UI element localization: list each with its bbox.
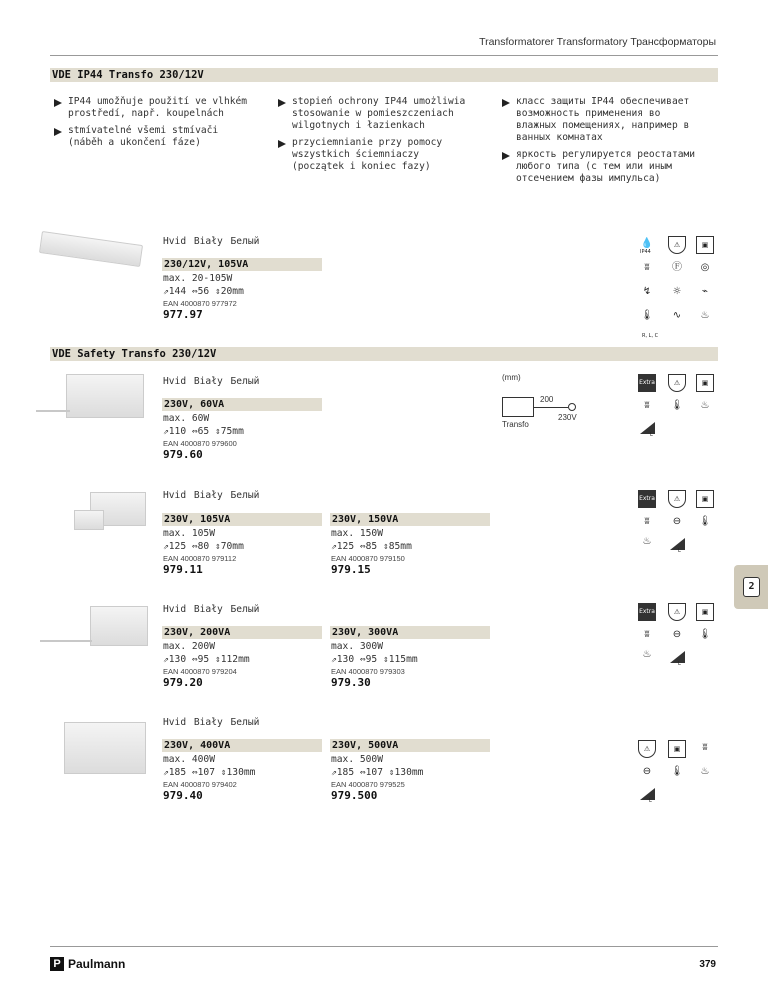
article-number: 979.60 bbox=[163, 448, 203, 461]
fuse-icon: ⊖ bbox=[642, 766, 652, 777]
max-watt: max. 400W bbox=[163, 754, 215, 765]
double-insulation-icon: ▣ bbox=[696, 236, 714, 254]
diagram-length: 200 bbox=[540, 395, 554, 404]
icon-grid bbox=[638, 374, 718, 438]
bullets-pl bbox=[276, 96, 476, 178]
header-divider bbox=[50, 55, 718, 56]
ean-code: EAN 4000870 979402 bbox=[163, 780, 237, 789]
footer-divider bbox=[50, 946, 718, 947]
product-image-ip44 bbox=[39, 231, 143, 267]
fuse-icon: ⊖ bbox=[672, 629, 682, 640]
article-number: 979.15 bbox=[331, 563, 371, 576]
transfo-diagram-box bbox=[502, 397, 534, 417]
dimensions: ⇗110 ⇔65 ⇕75mm bbox=[163, 426, 244, 437]
color-names: Hvid Biały Белый bbox=[163, 236, 260, 247]
bullet: przyciemnianie przy pomocy wszystkich ściemniaczy (początek i koniec fazy) bbox=[276, 137, 476, 173]
section-title: VDE Safety Transfo 230/12V bbox=[52, 348, 217, 360]
product-name-bar bbox=[330, 739, 490, 752]
dimming-ramp-icon bbox=[638, 784, 656, 802]
thermal-protection-icon: ʬ bbox=[644, 629, 650, 640]
dimmer-icon: ☼ bbox=[672, 286, 682, 297]
ean-code: EAN 4000870 979112 bbox=[163, 554, 237, 563]
thermal-protection-icon: ʬ bbox=[702, 742, 708, 753]
protection-class-icon: ⚠ bbox=[668, 236, 686, 254]
fire-protection-icon: ♨ bbox=[642, 536, 652, 547]
l-label: L bbox=[678, 548, 681, 554]
dimensions: ⇗185 ⇔107 ⇕130mm bbox=[163, 767, 256, 778]
color-names: Hvid Biały Белый bbox=[163, 490, 260, 501]
max-watt: max. 150W bbox=[331, 528, 383, 539]
product-name: 230V, 200VA bbox=[164, 627, 231, 638]
article-number: 979.30 bbox=[331, 676, 371, 689]
extra-icon: Extra bbox=[638, 490, 656, 508]
icon-grid bbox=[638, 603, 718, 667]
dimming-ramp-icon bbox=[668, 647, 686, 665]
dimensions: ⇗130 ⇔95 ⇕112mm bbox=[163, 654, 250, 665]
ean-code: EAN 4000870 979150 bbox=[331, 554, 405, 563]
electronic-icon: ⌁ bbox=[701, 286, 709, 297]
cable bbox=[36, 410, 70, 412]
dimensions: ⇗144 ⇔56 ⇕20mm bbox=[163, 286, 244, 297]
fire-protection-icon: ♨ bbox=[700, 766, 710, 777]
product-name-bar bbox=[162, 398, 322, 411]
product-name-bar bbox=[162, 513, 322, 526]
section-band-ip44 bbox=[50, 68, 718, 82]
ean-code: EAN 4000870 979525 bbox=[331, 780, 405, 789]
product-image bbox=[64, 722, 146, 774]
article-number: 979.11 bbox=[163, 563, 203, 576]
article-number: 979.20 bbox=[163, 676, 203, 689]
dimensions: ⇗185 ⇔107 ⇕130mm bbox=[331, 767, 424, 778]
fuse-icon: ⊖ bbox=[672, 516, 682, 527]
double-insulation-icon: ▣ bbox=[696, 603, 714, 621]
article-number: 979.500 bbox=[331, 789, 378, 802]
double-insulation-icon: ▣ bbox=[668, 740, 686, 758]
protection-class-icon: ⚠ bbox=[668, 490, 686, 508]
thermometer-icon: 🌡 bbox=[640, 310, 654, 321]
product-name: 230V, 300VA bbox=[332, 627, 399, 638]
color-names: Hvid Biały Белый bbox=[163, 717, 260, 728]
rlc-label: R, L, C bbox=[642, 333, 659, 339]
double-insulation-icon: ▣ bbox=[696, 374, 714, 392]
ean-code: EAN 4000870 977972 bbox=[163, 299, 237, 308]
product-name: 230V, 500VA bbox=[332, 740, 399, 751]
l-label: L bbox=[649, 798, 652, 804]
article-number: 977.97 bbox=[163, 308, 203, 321]
product-image bbox=[90, 606, 148, 646]
cable bbox=[40, 640, 92, 642]
chapter-tab[interactable] bbox=[734, 565, 768, 609]
icon-grid-ip44 bbox=[638, 236, 718, 340]
radio-interference-icon: ◎ bbox=[700, 262, 710, 273]
l-label: L bbox=[650, 432, 653, 438]
thermometer-icon: 🌡 bbox=[698, 629, 712, 640]
extra-icon: Extra bbox=[638, 603, 656, 621]
product-name-bar bbox=[162, 626, 322, 639]
section-band-safety bbox=[50, 347, 718, 361]
bullet: stmívatelné všemi stmívači (náběh a ukončení fáze) bbox=[52, 125, 252, 149]
max-watt: max. 20-105W bbox=[163, 273, 233, 284]
protection-class-icon: ⚠ bbox=[668, 603, 686, 621]
diagram-unit: (mm) bbox=[502, 373, 521, 382]
bullet: класс защиты IP44 обеспечивает возможность применения во влажных помещениях, например в ванных комнатах bbox=[500, 96, 700, 144]
thermal-protection-icon: ʬ bbox=[644, 262, 650, 273]
bullets-ru bbox=[500, 96, 700, 190]
max-watt: max. 500W bbox=[331, 754, 383, 765]
water-drop-icon: 💧 bbox=[640, 238, 654, 249]
page-number: 379 bbox=[699, 959, 716, 970]
product-name-bar bbox=[162, 739, 322, 752]
ean-code: EAN 4000870 979600 bbox=[163, 439, 237, 448]
section-title: VDE IP44 Transfo 230/12V bbox=[52, 69, 204, 81]
article-number: 979.40 bbox=[163, 789, 203, 802]
product-name: 230V, 400VA bbox=[164, 740, 231, 751]
brand-name: Paulmann bbox=[68, 957, 126, 971]
dimming-ramp-icon bbox=[638, 418, 656, 436]
product-name: 230V, 150VA bbox=[332, 514, 399, 525]
bullet: яркость регулируется реостатами любого типа (с тем или иным отсечением фазы импульса) bbox=[500, 149, 700, 185]
paulmann-logo-icon: P bbox=[50, 957, 64, 971]
product-name: 230/12V, 105VA bbox=[164, 259, 249, 270]
thermometer-icon: 🌡 bbox=[670, 766, 684, 777]
max-watt: max. 200W bbox=[163, 641, 215, 652]
bullets-cs bbox=[52, 96, 252, 154]
f-mark-icon: Ⓕ bbox=[672, 262, 682, 273]
color-names: Hvid Biały Белый bbox=[163, 604, 260, 615]
ip44-label: IP44 bbox=[640, 249, 651, 255]
thermometer-icon: 🌡 bbox=[698, 516, 712, 527]
max-watt: max. 60W bbox=[163, 413, 210, 424]
extra-icon: Extra bbox=[638, 374, 656, 392]
fire-protection-icon: ♨ bbox=[700, 310, 710, 321]
product-name: 230V, 105VA bbox=[164, 514, 231, 525]
product-name-bar bbox=[330, 513, 490, 526]
page-header: Transformatorer Transformatory Трансформаторы bbox=[479, 36, 716, 48]
double-insulation-icon: ▣ bbox=[696, 490, 714, 508]
bullet: IP44 umožňuje použití ve vlhkém prostředí, např. koupelnách bbox=[52, 96, 252, 120]
thermometer-icon: 🌡 bbox=[670, 400, 684, 411]
dimensions: ⇗125 ⇔85 ⇕85mm bbox=[331, 541, 412, 552]
dimming-ramp-icon bbox=[668, 534, 686, 552]
plug-icon bbox=[568, 403, 576, 411]
product-image-terminal bbox=[74, 510, 104, 530]
dimensions: ⇗125 ⇔80 ⇕70mm bbox=[163, 541, 244, 552]
protection-class-icon: ⚠ bbox=[668, 374, 686, 392]
product-name-bar bbox=[330, 626, 490, 639]
max-watt: max. 300W bbox=[331, 641, 383, 652]
fire-protection-icon: ♨ bbox=[642, 649, 652, 660]
color-names: Hvid Biały Белый bbox=[163, 376, 260, 387]
l-label: L bbox=[678, 661, 681, 667]
diagram-cable bbox=[534, 407, 568, 408]
product-image bbox=[66, 374, 144, 418]
product-name-bar bbox=[162, 258, 322, 271]
protection-class-icon: ⚠ bbox=[638, 740, 656, 758]
icon-grid bbox=[638, 490, 718, 554]
thermal-protection-icon: ʬ bbox=[644, 400, 650, 411]
diagram-voltage: 230V bbox=[558, 413, 577, 422]
max-watt: max. 105W bbox=[163, 528, 215, 539]
short-circuit-icon: ↯ bbox=[642, 286, 652, 297]
ean-code: EAN 4000870 979303 bbox=[331, 667, 405, 676]
dimensions: ⇗130 ⇔95 ⇕115mm bbox=[331, 654, 418, 665]
fire-protection-icon: ♨ bbox=[700, 400, 710, 411]
overload-icon: ∿ bbox=[672, 310, 682, 321]
thermal-protection-icon: ʬ bbox=[644, 516, 650, 527]
icon-grid bbox=[638, 740, 718, 804]
diagram-device: Transfo bbox=[502, 420, 529, 429]
ean-code: EAN 4000870 979204 bbox=[163, 667, 237, 676]
bullet: stopień ochrony IP44 umożliwia stosowanie w pomieszczeniach wilgotnych i łazienkach bbox=[276, 96, 476, 132]
product-name: 230V, 60VA bbox=[164, 399, 225, 410]
chapter-number: 2 bbox=[743, 577, 760, 597]
